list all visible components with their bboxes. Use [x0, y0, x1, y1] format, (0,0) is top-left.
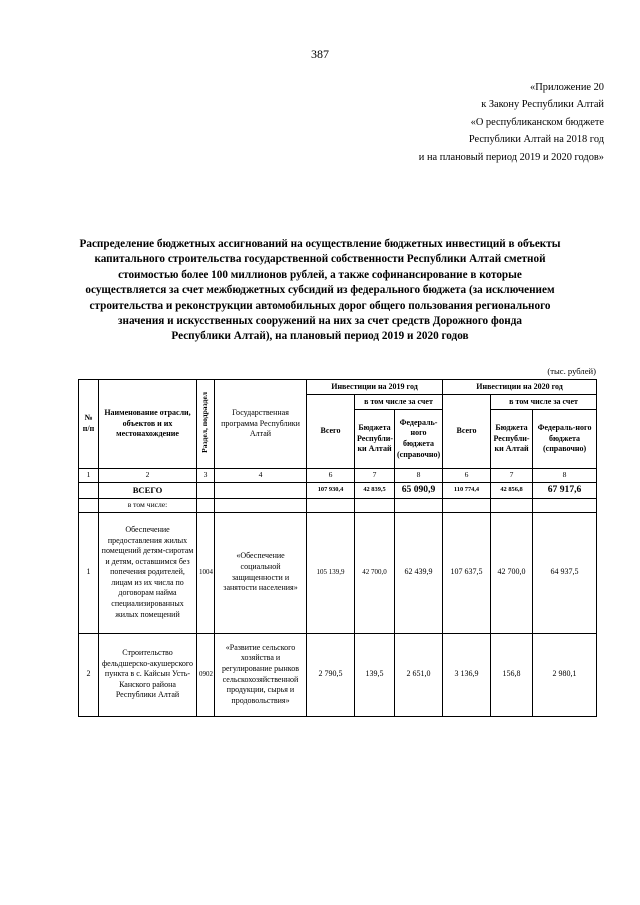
empty-cell [197, 498, 215, 512]
regional-2020: 156,8 [491, 633, 533, 716]
column-number: 7 [355, 469, 395, 483]
empty-cell [355, 498, 395, 512]
total-2019: 105 139,9 [307, 512, 355, 633]
header-total-2019: Всего [307, 395, 355, 469]
column-number: 6 [307, 469, 355, 483]
program-name: «Развитие сельского хозяйства и регулирование рынков сельскохозяйственной продукции, сырья и продовольствия» [215, 633, 307, 716]
object-name: Обеспечение предоставления жилых помещений детям-сиротам и детям, оставшимся без попечения родителей, лицам из их числа по договорам найма специализированных жилых помещений [99, 512, 197, 633]
row-num: 1 [79, 512, 99, 633]
appendix-reference [419, 79, 604, 166]
empty-cell [395, 498, 443, 512]
object-name: Строительство фельдшерско-акушерского пункта в с. Кайсын Усть-Канского района Республики Алтай [99, 633, 197, 716]
table-row [79, 512, 597, 633]
column-number-row [79, 469, 597, 483]
appendix-line: «Приложение 20 [530, 82, 604, 93]
header-regional-2019: Бюджета Республи-ки Алтай [355, 410, 395, 469]
header-federal-2019: Федераль-ного бюджета (справочно) [395, 410, 443, 469]
column-number: 8 [533, 469, 597, 483]
empty-cell [533, 498, 597, 512]
including-row [79, 498, 597, 512]
header-program: Государственная программа Республики Алтай [215, 380, 307, 469]
header-investment-2020: Инвестиции на 2020 год [443, 380, 597, 395]
total-2020: 110 774,4 [443, 482, 491, 498]
section-code: 1004 [197, 512, 215, 633]
empty-cell [79, 498, 99, 512]
federal-2019: 2 651,0 [395, 633, 443, 716]
header-num: № п/п [79, 380, 99, 469]
column-number: 6 [443, 469, 491, 483]
appendix-line: Республики Алтай на 2018 год [468, 134, 604, 146]
column-number: 7 [491, 469, 533, 483]
title-line: осуществляется за счет межбюджетных субсидий из федерального бюджета (за исключением [85, 284, 555, 297]
program-name: «Обеспечение социальной защищенности и занятости населения» [215, 512, 307, 633]
budget-table [78, 379, 597, 717]
document-title [60, 237, 580, 345]
federal-2019: 62 439,9 [395, 512, 443, 633]
appendix-line: «О республиканском бюджете [470, 116, 604, 128]
regional-2019: 42 839,5 [355, 482, 395, 498]
empty-cell [307, 498, 355, 512]
federal-2020: 67 917,6 [533, 482, 597, 498]
appendix-line: к Закону Республики Алтай [481, 99, 604, 111]
title-line: стоимостью более 100 миллионов рублей, а также софинансирование в которые [118, 268, 522, 281]
column-number: 1 [79, 469, 99, 483]
empty-cell [215, 482, 307, 498]
title-line: Распределение бюджетных ассигнований на осуществление бюджетных инвестиций в объекты [79, 238, 561, 250]
federal-2019: 65 090,9 [395, 482, 443, 498]
title-line: значения и искусственных сооружений на них за счет средств Дорожного фонда [118, 315, 522, 328]
column-number: 4 [215, 469, 307, 483]
federal-2020: 2 980,1 [533, 633, 597, 716]
header-investment-2019: Инвестиции на 2019 год [307, 380, 443, 395]
empty-cell [197, 482, 215, 498]
row-num: 2 [79, 633, 99, 716]
empty-cell [491, 498, 533, 512]
table-row [79, 633, 597, 716]
empty-cell [79, 482, 99, 498]
column-number: 8 [395, 469, 443, 483]
section-code: 0902 [197, 633, 215, 716]
appendix-line: и на плановый период 2019 и 2020 годов» [418, 151, 604, 163]
empty-cell [215, 498, 307, 512]
empty-cell [443, 498, 491, 512]
regional-2019: 139,5 [355, 633, 395, 716]
header-name: Наименование отрасли, объектов и их местонахождение [99, 380, 197, 469]
header-including-2019: в том числе за счет [355, 395, 443, 410]
regional-2019: 42 700,0 [355, 512, 395, 633]
total-2020: 107 637,5 [443, 512, 491, 633]
including-label: в том числе: [99, 498, 197, 512]
regional-2020: 42 856,8 [491, 482, 533, 498]
title-line: капитального строительства государственной собственности Республики Алтай сметной [94, 253, 546, 266]
regional-2020: 42 700,0 [491, 512, 533, 633]
header-regional-2020: Бюджета Республи-ки Алтай [491, 410, 533, 469]
total-row [79, 482, 597, 498]
page-number: 387 [311, 47, 329, 61]
federal-2020: 64 937,5 [533, 512, 597, 633]
total-2019: 2 790,5 [307, 633, 355, 716]
header-total-2020: Всего [443, 395, 491, 469]
title-line: Республики Алтай), на плановый период 2019 и 2020 годов [171, 330, 469, 343]
total-label: ВСЕГО [99, 482, 197, 498]
header-section [197, 380, 215, 469]
total-2020: 3 136,9 [443, 633, 491, 716]
column-number: 2 [99, 469, 197, 483]
header-federal-2020: Федераль-ного бюджета (справочно) [533, 410, 597, 469]
units-label: (тыс. рублей) [547, 366, 596, 376]
header-section-label: Раздел, подраздел [200, 391, 210, 453]
column-number: 3 [197, 469, 215, 483]
title-line: строительства и реконструкции автомобильных дорог общего пользования регионального [89, 299, 551, 312]
total-2019: 107 930,4 [307, 482, 355, 498]
header-including-2020: в том числе за счет [491, 395, 597, 410]
